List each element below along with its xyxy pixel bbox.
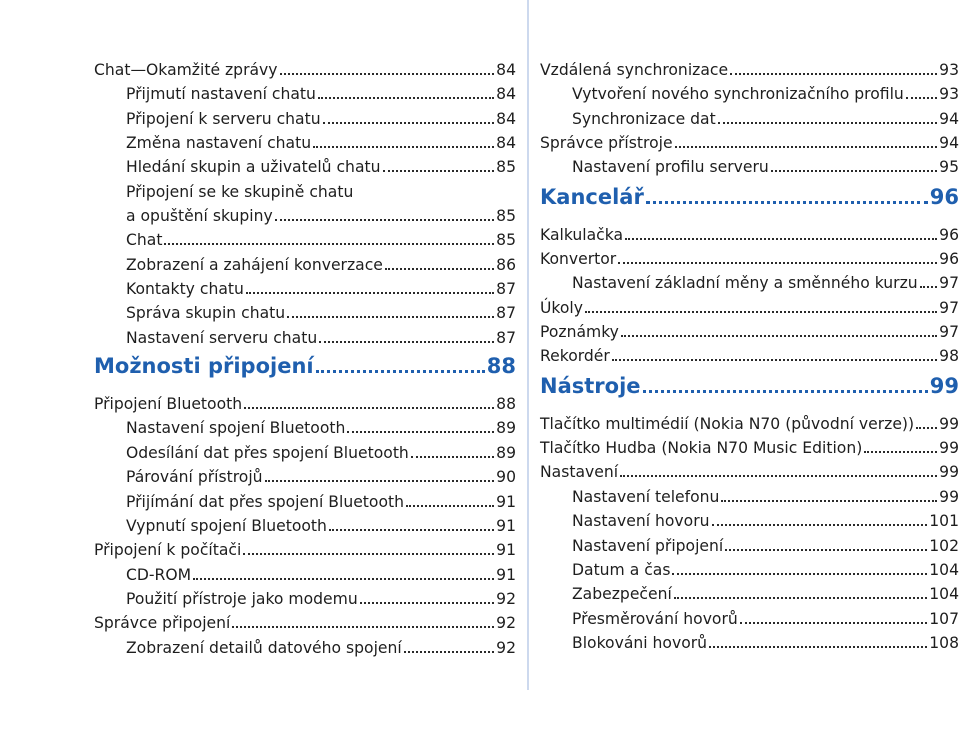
toc-entry-title: Vypnutí spojení Bluetooth — [126, 516, 327, 535]
toc-entry-title: Konvertor — [540, 250, 617, 269]
toc-page-number: 108 — [929, 633, 959, 652]
toc-page-number: 92 — [496, 638, 516, 657]
toc-page-number: 96 — [929, 184, 959, 209]
toc-entry-title: CD-ROM — [126, 565, 192, 584]
toc-entry — [540, 607, 959, 631]
toc-entry-title: Připojení k počítači — [94, 541, 242, 560]
toc-page-number: 93 — [939, 85, 959, 104]
dot-leader — [406, 505, 494, 507]
toc-page-number: 89 — [496, 419, 516, 438]
toc-entry-title: Správa skupin chatu — [126, 304, 286, 323]
toc-entry-title: Nastavení — [540, 463, 619, 482]
toc-page-number: 90 — [496, 468, 516, 487]
toc-entry-title: Chat—Okamžité zprávy — [94, 61, 278, 79]
toc-page-number: 89 — [496, 443, 516, 462]
toc-entry-title: Zabezpečení — [572, 585, 672, 604]
dot-leader — [280, 73, 495, 75]
toc-entry — [94, 82, 516, 106]
toc-entry-continued — [94, 180, 516, 204]
toc-entry-title: Tlačítko Hudba (Nokia N70 Music Edition) — [540, 439, 863, 458]
toc-page-number: 93 — [939, 61, 959, 79]
toc-entry-title: Nastavení serveru chatu — [126, 328, 318, 347]
toc-entry-title: Přijmutí nastavení chatu — [126, 85, 316, 104]
column-divider — [527, 0, 529, 690]
toc-page-number: 96 — [939, 250, 959, 269]
toc-entry — [540, 296, 959, 320]
toc-page-number: 97 — [939, 298, 959, 317]
toc-entry — [540, 271, 959, 295]
toc-entry-title: Kontakty chatu — [126, 280, 244, 299]
toc-page-number: 84 — [496, 134, 516, 153]
dot-leader — [385, 268, 494, 270]
dot-leader — [920, 286, 937, 288]
dot-leader — [643, 390, 928, 393]
toc-entry-title: Správce připojení — [94, 614, 231, 633]
dot-leader — [730, 73, 937, 75]
toc-page-number: 99 — [939, 487, 959, 506]
toc-page-number: 104 — [929, 560, 959, 579]
toc-entry — [540, 58, 959, 82]
toc-entry — [540, 558, 959, 582]
toc-page-number: 87 — [496, 280, 516, 299]
dot-leader — [383, 170, 495, 172]
toc-entry — [540, 412, 959, 436]
toc-page-number: 88 — [496, 395, 516, 414]
toc-entry — [540, 320, 959, 344]
toc-entry — [94, 131, 516, 155]
dot-leader — [625, 238, 937, 240]
toc-entry-title: Datum a čas — [572, 560, 671, 579]
toc-entry — [94, 538, 516, 562]
toc-entry — [94, 204, 516, 228]
dot-leader — [612, 359, 937, 361]
toc-entry — [94, 228, 516, 252]
toc-entry-title: a opuštění skupiny — [126, 207, 273, 226]
dot-leader — [906, 97, 937, 99]
dot-leader — [864, 451, 937, 453]
dot-leader — [672, 573, 927, 575]
dot-leader — [674, 597, 927, 599]
toc-page-number: 85 — [496, 231, 516, 250]
toc-entry-title: Rekordér — [540, 347, 610, 366]
toc-entry — [94, 441, 516, 465]
toc-entry — [94, 563, 516, 587]
dot-leader — [916, 427, 937, 429]
toc-column-right — [540, 58, 959, 655]
dot-leader — [404, 651, 494, 653]
toc-entry — [94, 514, 516, 538]
toc-entry-title: Kalkulačka — [540, 225, 624, 244]
toc-entry — [540, 582, 959, 606]
toc-page-number: 99 — [939, 414, 959, 433]
toc-entry-title: Nastavení spojení Bluetooth — [126, 419, 346, 438]
toc-page-number: 98 — [939, 347, 959, 366]
toc-entry-title: Změna nastavení chatu — [126, 134, 312, 153]
dot-leader — [316, 370, 485, 373]
toc-entry-title: Zobrazení a zahájení konverzace — [126, 255, 383, 274]
toc-page-number: 91 — [496, 541, 516, 560]
toc-entry — [540, 436, 959, 460]
dot-leader — [725, 549, 927, 551]
dot-leader — [712, 524, 928, 526]
dot-leader — [246, 292, 494, 294]
toc-entry — [540, 223, 959, 247]
dot-leader — [243, 553, 494, 555]
toc-page-number: 91 — [496, 516, 516, 535]
toc-entry-title: Nastavení základní měny a směnného kurzu — [572, 274, 918, 293]
toc-page-number: 91 — [496, 565, 516, 584]
toc-page-number: 104 — [929, 585, 959, 604]
toc-entry — [540, 460, 959, 484]
dot-leader — [313, 146, 494, 148]
toc-entry — [94, 155, 516, 179]
dot-leader — [329, 529, 494, 531]
toc-entry-title: Tlačítko multimédií (Nokia N70 (původní verze)) — [540, 414, 915, 433]
toc-entry-title: Blokováni hovorů — [572, 633, 708, 652]
dot-leader — [718, 122, 937, 124]
toc-entry — [94, 636, 516, 660]
toc-page-number: 102 — [929, 536, 959, 555]
toc-entry — [94, 490, 516, 514]
toc-page-number: 94 — [939, 109, 959, 128]
toc-page-number: 87 — [496, 328, 516, 347]
dot-leader — [318, 97, 494, 99]
toc-entry — [94, 58, 516, 82]
dot-leader — [164, 243, 494, 245]
toc-page-number: 97 — [939, 323, 959, 342]
toc-page-number: 88 — [486, 354, 516, 379]
toc-entry — [94, 107, 516, 131]
toc-entry-title: Úkoly — [540, 298, 583, 317]
toc-entry-title: Použití přístroje jako modemu — [126, 589, 358, 608]
toc-page-number: 91 — [496, 492, 516, 511]
toc-entry — [540, 82, 959, 106]
dot-leader — [323, 122, 495, 124]
toc-entry-title: Nastavení hovoru — [572, 512, 710, 531]
toc-entry-title: Nastavení profilu serveru — [572, 158, 769, 177]
section-heading — [94, 354, 516, 390]
toc-page-number: 96 — [939, 225, 959, 244]
toc-entry — [540, 155, 959, 179]
dot-leader — [771, 170, 937, 172]
toc-entry — [94, 587, 516, 611]
dot-leader — [287, 316, 494, 318]
toc-entry-title: Nastavení připojení — [572, 536, 724, 555]
toc-entry — [540, 131, 959, 155]
dot-leader — [740, 622, 927, 624]
toc-entry-title: Hledání skupin a uživatelů chatu — [126, 158, 381, 177]
toc-entry — [540, 509, 959, 533]
toc-page-number: 107 — [929, 609, 959, 628]
toc-entry — [94, 253, 516, 277]
toc-entry-title: Přesměrování hovorů — [572, 609, 738, 628]
toc-page-number: 99 — [939, 439, 959, 458]
dot-leader — [721, 500, 937, 502]
toc-page-number: 94 — [939, 134, 959, 153]
dot-leader — [646, 201, 928, 204]
toc-page-number: 95 — [939, 158, 959, 177]
toc-page-number: 99 — [939, 463, 959, 482]
dot-leader — [193, 578, 494, 580]
toc-entry — [94, 465, 516, 489]
toc-entry-title: Párování přístrojů — [126, 468, 263, 487]
toc-entry — [540, 485, 959, 509]
toc-entry-title: Připojení Bluetooth — [94, 395, 243, 414]
toc-entry-title: Připojení k serveru chatu — [126, 109, 321, 128]
toc-page-number: 85 — [496, 158, 516, 177]
toc-entry-title: Synchronizace dat — [572, 109, 716, 128]
toc-entry — [94, 611, 516, 635]
toc-entry-title: Poznámky — [540, 323, 619, 342]
toc-page-number: 87 — [496, 304, 516, 323]
toc-page-number: 86 — [496, 255, 516, 274]
dot-leader — [265, 480, 495, 482]
dot-leader — [620, 475, 937, 477]
toc-page-number: 84 — [496, 109, 516, 128]
dot-leader — [347, 431, 494, 433]
toc-entry — [94, 392, 516, 416]
toc-entry — [94, 277, 516, 301]
toc-entry — [94, 326, 516, 350]
dot-leader — [675, 146, 938, 148]
toc-entry-title: Nástroje — [540, 373, 641, 398]
toc-page-number: 101 — [929, 512, 959, 531]
toc-entry-title: Správce přístroje — [540, 134, 673, 153]
dot-leader — [411, 456, 494, 458]
dot-leader — [709, 646, 927, 648]
toc-entry-title: Přijímání dat přes spojení Bluetooth — [126, 492, 404, 511]
toc-entry — [94, 416, 516, 440]
toc-entry-title: Připojení se ke skupině chatu — [126, 182, 354, 201]
toc-page-number: 92 — [496, 614, 516, 633]
toc-entry-title: Vzdálená synchronizace — [540, 61, 729, 79]
toc-entry — [540, 631, 959, 655]
toc-entry — [540, 107, 959, 131]
dot-leader — [232, 626, 494, 628]
toc-entry — [540, 344, 959, 368]
toc-entry-title: Kancelář — [540, 184, 644, 209]
toc-page-number: 84 — [496, 85, 516, 104]
dot-leader — [319, 341, 494, 343]
toc-entry — [94, 301, 516, 325]
toc-page-number: 97 — [939, 274, 959, 293]
toc-entry-title: Zobrazení detailů datového spojení — [126, 638, 402, 657]
dot-leader — [244, 407, 494, 409]
toc-page-number: 99 — [929, 373, 959, 398]
toc-page-number: 92 — [496, 589, 516, 608]
toc-page-number: 84 — [496, 61, 516, 79]
toc-entry-title: Nastavení telefonu — [572, 487, 720, 506]
toc-entry-title: Možnosti připojení — [94, 354, 314, 379]
dot-leader — [621, 335, 937, 337]
dot-leader — [275, 219, 494, 221]
dot-leader — [585, 311, 937, 313]
toc-page-number: 85 — [496, 207, 516, 226]
toc-entry-title: Vytvoření nového synchronizačního profilu — [572, 85, 904, 104]
toc-column-left — [94, 58, 516, 660]
section-heading — [540, 185, 959, 221]
toc-entry — [540, 534, 959, 558]
dot-leader — [618, 262, 937, 264]
toc-entry-title: Odesílání dat přes spojení Bluetooth — [126, 443, 409, 462]
toc-entry-title: Chat — [126, 231, 163, 250]
toc-entry — [540, 247, 959, 271]
dot-leader — [360, 602, 494, 604]
section-heading — [540, 374, 959, 410]
